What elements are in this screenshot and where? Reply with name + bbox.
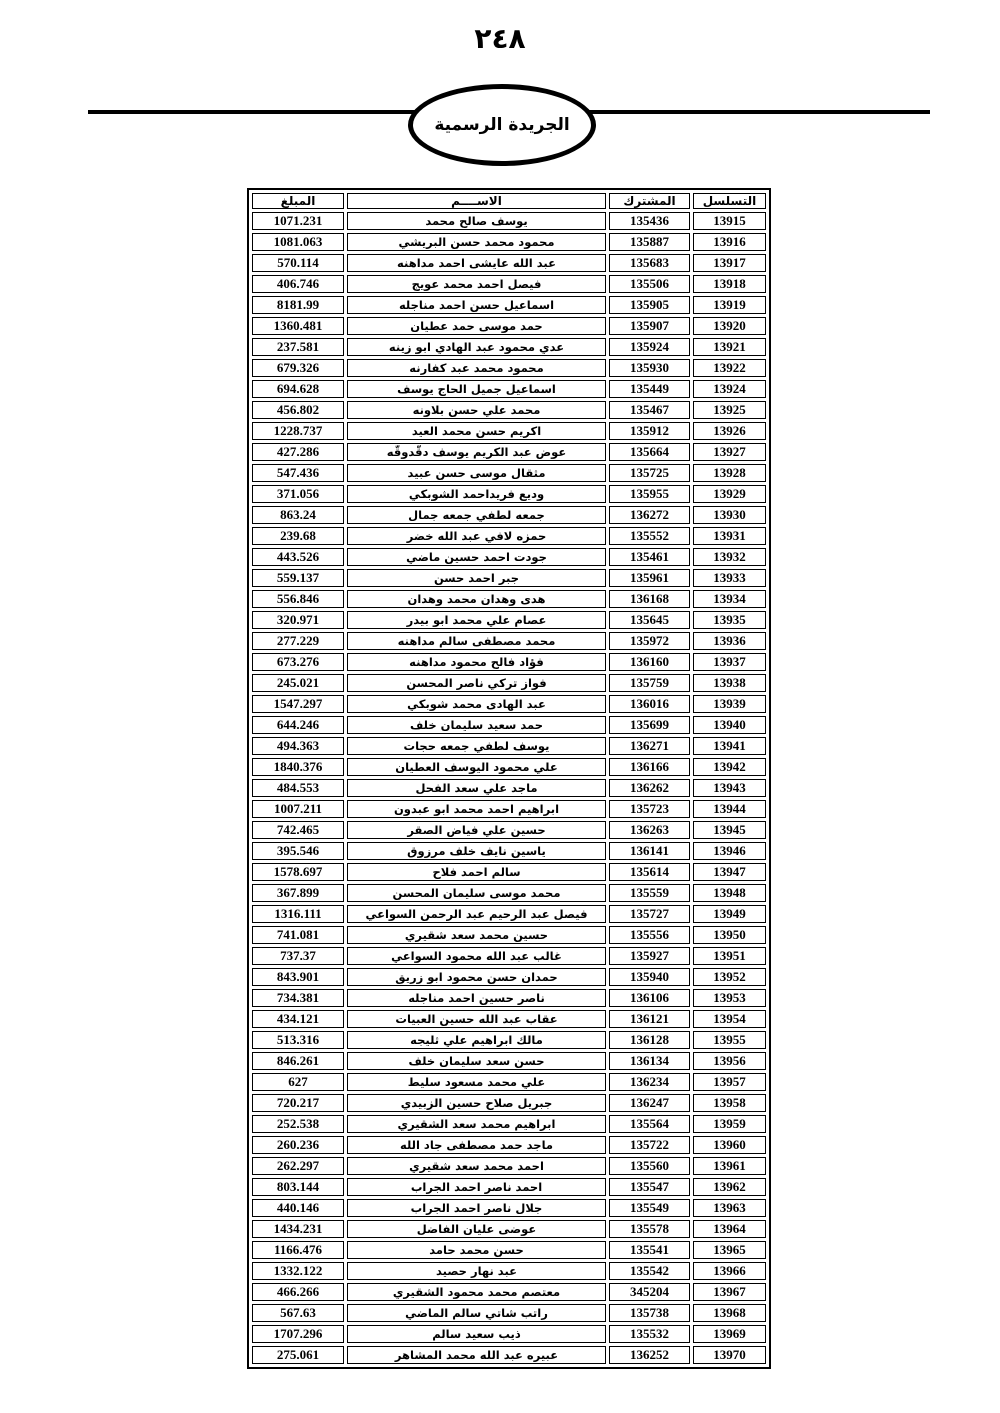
table-row xyxy=(252,695,766,713)
subscriber-cell: 135549 xyxy=(609,1199,690,1217)
table-row xyxy=(252,968,766,986)
amount-cell: 440.146 xyxy=(252,1199,344,1217)
subscriber-cell: 136128 xyxy=(609,1031,690,1049)
serial-cell: 13942 xyxy=(693,758,766,776)
amount-cell: 843.901 xyxy=(252,968,344,986)
subscriber-cell: 135912 xyxy=(609,422,690,440)
table-row xyxy=(252,884,766,902)
table-row xyxy=(252,1325,766,1343)
table-row xyxy=(252,254,766,272)
subscriber-cell: 135961 xyxy=(609,569,690,587)
subscriber-cell: 135547 xyxy=(609,1178,690,1196)
table-row xyxy=(252,947,766,965)
name-cell: اسماعيل جميل الحاج يوسف xyxy=(347,380,606,398)
subscriber-cell: 135532 xyxy=(609,1325,690,1343)
table-row xyxy=(252,569,766,587)
amount-cell: 456.802 xyxy=(252,401,344,419)
name-cell: ابراهيم احمد محمد ابو عبدون xyxy=(347,800,606,818)
serial-cell: 13951 xyxy=(693,947,766,965)
table-row xyxy=(252,632,766,650)
table-row xyxy=(252,905,766,923)
table-row xyxy=(252,1115,766,1133)
name-cell: عبد الهادى محمد شوبكي xyxy=(347,695,606,713)
banner-title: الجريدة الرسمية xyxy=(434,115,570,135)
amount-cell: 1360.481 xyxy=(252,317,344,335)
subscriber-cell: 135930 xyxy=(609,359,690,377)
name-cell: عقاب عبد الله حسين العبيات xyxy=(347,1010,606,1028)
name-cell: عبيره عبد الله محمد المشاهر xyxy=(347,1346,606,1364)
amount-cell: 427.286 xyxy=(252,443,344,461)
name-cell: ماجد علي سعد الفحل xyxy=(347,779,606,797)
amount-cell: 494.363 xyxy=(252,737,344,755)
amount-cell: 1166.476 xyxy=(252,1241,344,1259)
name-cell: مثقال موسى حسن عبيد xyxy=(347,464,606,482)
subscriber-cell: 135560 xyxy=(609,1157,690,1175)
table-header-row xyxy=(252,193,766,209)
serial-cell: 13953 xyxy=(693,989,766,1007)
name-cell: ذيب سعيد سالم xyxy=(347,1325,606,1343)
name-cell: جبر احمد حسن xyxy=(347,569,606,587)
amount-cell: 1081.063 xyxy=(252,233,344,251)
subscriber-cell: 135905 xyxy=(609,296,690,314)
name-cell: حمزه لافي عبد الله خضر xyxy=(347,527,606,545)
amount-cell: 320.971 xyxy=(252,611,344,629)
serial-cell: 13955 xyxy=(693,1031,766,1049)
amount-cell: 570.114 xyxy=(252,254,344,272)
amount-cell: 245.021 xyxy=(252,674,344,692)
serial-cell: 13949 xyxy=(693,905,766,923)
amount-cell: 237.581 xyxy=(252,338,344,356)
table-row xyxy=(252,1157,766,1175)
name-cell: محمود محمد حسن البريشي xyxy=(347,233,606,251)
serial-cell: 13934 xyxy=(693,590,766,608)
table-row xyxy=(252,590,766,608)
name-cell: حسن سعد سليمان خلف xyxy=(347,1052,606,1070)
subscriber-cell: 135955 xyxy=(609,485,690,503)
subscriber-cell: 135506 xyxy=(609,275,690,293)
subscriber-cell: 135564 xyxy=(609,1115,690,1133)
serial-cell: 13915 xyxy=(693,212,766,230)
amount-cell: 443.526 xyxy=(252,548,344,566)
table-row xyxy=(252,422,766,440)
table-row xyxy=(252,989,766,1007)
subscriber-cell: 135461 xyxy=(609,548,690,566)
subscriber-cell: 135645 xyxy=(609,611,690,629)
name-cell: يوسف لطفي جمعه حجات xyxy=(347,737,606,755)
subscriber-cell: 345204 xyxy=(609,1283,690,1301)
table-row xyxy=(252,1283,766,1301)
subscriber-cell: 135683 xyxy=(609,254,690,272)
name-cell: اكريم حسن محمد العيد xyxy=(347,422,606,440)
amount-cell: 737.37 xyxy=(252,947,344,965)
table-row xyxy=(252,1199,766,1217)
subscriber-cell: 135578 xyxy=(609,1220,690,1238)
serial-cell: 13937 xyxy=(693,653,766,671)
serial-cell: 13941 xyxy=(693,737,766,755)
name-cell: محمد موسى سليمان المحسن xyxy=(347,884,606,902)
serial-cell: 13927 xyxy=(693,443,766,461)
table-row xyxy=(252,317,766,335)
amount-cell: 556.846 xyxy=(252,590,344,608)
table-row xyxy=(252,548,766,566)
table-row xyxy=(252,527,766,545)
table-row xyxy=(252,233,766,251)
table-row xyxy=(252,1346,766,1364)
serial-cell: 13957 xyxy=(693,1073,766,1091)
amount-cell: 395.546 xyxy=(252,842,344,860)
serial-cell: 13948 xyxy=(693,884,766,902)
name-cell: جمعه لطفي جمعه جمال xyxy=(347,506,606,524)
subscriber-column-header: المشترك xyxy=(609,193,690,209)
subscriber-cell: 135725 xyxy=(609,464,690,482)
serial-cell: 13919 xyxy=(693,296,766,314)
serial-cell: 13967 xyxy=(693,1283,766,1301)
serial-cell: 13920 xyxy=(693,317,766,335)
subscriber-cell: 135552 xyxy=(609,527,690,545)
subscriber-cell: 135556 xyxy=(609,926,690,944)
subscriber-cell: 135907 xyxy=(609,317,690,335)
serial-cell: 13940 xyxy=(693,716,766,734)
amount-cell: 513.316 xyxy=(252,1031,344,1049)
subscriber-cell: 135887 xyxy=(609,233,690,251)
subscriber-cell: 136252 xyxy=(609,1346,690,1364)
table-row xyxy=(252,359,766,377)
serial-cell: 13939 xyxy=(693,695,766,713)
subscriber-cell: 135722 xyxy=(609,1136,690,1154)
subscriber-cell: 135759 xyxy=(609,674,690,692)
name-cell: فيصل احمد محمد عويج xyxy=(347,275,606,293)
name-cell: عوضى عليان الفاضل xyxy=(347,1220,606,1238)
table-row xyxy=(252,485,766,503)
serial-cell: 13956 xyxy=(693,1052,766,1070)
subscriber-cell: 135927 xyxy=(609,947,690,965)
table-row xyxy=(252,1136,766,1154)
name-cell: جلال ناصر احمد الجراب xyxy=(347,1199,606,1217)
table-row xyxy=(252,1031,766,1049)
subscriber-cell: 135559 xyxy=(609,884,690,902)
amount-cell: 644.246 xyxy=(252,716,344,734)
subscriber-cell: 135467 xyxy=(609,401,690,419)
subscriber-cell: 136166 xyxy=(609,758,690,776)
amount-cell: 367.899 xyxy=(252,884,344,902)
serial-cell: 13958 xyxy=(693,1094,766,1112)
table-row xyxy=(252,926,766,944)
serial-cell: 13970 xyxy=(693,1346,766,1364)
amount-cell: 1332.122 xyxy=(252,1262,344,1280)
amount-cell: 484.553 xyxy=(252,779,344,797)
serial-cell: 13930 xyxy=(693,506,766,524)
name-cell: جبريل صلاح حسين الزبيدي xyxy=(347,1094,606,1112)
serial-cell: 13960 xyxy=(693,1136,766,1154)
serial-cell: 13931 xyxy=(693,527,766,545)
table-row xyxy=(252,1304,766,1322)
table-row xyxy=(252,653,766,671)
table-row xyxy=(252,506,766,524)
name-cell: حسن محمد حامد xyxy=(347,1241,606,1259)
name-cell: حسين محمد سعد شقيري xyxy=(347,926,606,944)
table-row xyxy=(252,1220,766,1238)
amount-cell: 559.137 xyxy=(252,569,344,587)
table-row xyxy=(252,212,766,230)
amount-cell: 627 xyxy=(252,1073,344,1091)
serial-cell: 13966 xyxy=(693,1262,766,1280)
serial-cell: 13925 xyxy=(693,401,766,419)
serial-cell: 13954 xyxy=(693,1010,766,1028)
amount-cell: 277.229 xyxy=(252,632,344,650)
serial-cell: 13916 xyxy=(693,233,766,251)
amount-cell: 8181.99 xyxy=(252,296,344,314)
amount-cell: 846.261 xyxy=(252,1052,344,1070)
name-cell: فيصل عبد الرحيم عبد الرحمن السواعي xyxy=(347,905,606,923)
amount-cell: 371.056 xyxy=(252,485,344,503)
name-cell: غالب عبد الله محمود السواعي xyxy=(347,947,606,965)
serial-cell: 13947 xyxy=(693,863,766,881)
name-cell: عبد نهار حصيد xyxy=(347,1262,606,1280)
serial-cell: 13938 xyxy=(693,674,766,692)
name-cell: ابراهيم محمد سعد الشقيري xyxy=(347,1115,606,1133)
subscriber-cell: 135614 xyxy=(609,863,690,881)
name-cell: محمد علي حسن بلاونه xyxy=(347,401,606,419)
amount-cell: 1547.297 xyxy=(252,695,344,713)
name-cell: علي محمد مسعود سليط xyxy=(347,1073,606,1091)
table-row xyxy=(252,1010,766,1028)
name-cell: ماجد حمد مصطفى جاد الله xyxy=(347,1136,606,1154)
subscriber-cell: 136134 xyxy=(609,1052,690,1070)
name-cell: فؤاد فالح محمود مداهنه xyxy=(347,653,606,671)
serial-cell: 13946 xyxy=(693,842,766,860)
name-cell: حمدان حسن محمود ابو زريق xyxy=(347,968,606,986)
amount-cell: 694.628 xyxy=(252,380,344,398)
name-cell: فواز تركي ناصر المحسن xyxy=(347,674,606,692)
table-row xyxy=(252,674,766,692)
subscriber-cell: 135436 xyxy=(609,212,690,230)
amount-cell: 275.061 xyxy=(252,1346,344,1364)
name-cell: سالم احمد فلاح xyxy=(347,863,606,881)
table-row xyxy=(252,863,766,881)
table-row xyxy=(252,1262,766,1280)
subscriber-cell: 136262 xyxy=(609,779,690,797)
subscriber-cell: 135449 xyxy=(609,380,690,398)
subscriber-cell: 136106 xyxy=(609,989,690,1007)
subscriber-cell: 135542 xyxy=(609,1262,690,1280)
subscriber-cell: 136234 xyxy=(609,1073,690,1091)
serial-cell: 13926 xyxy=(693,422,766,440)
subscriber-cell: 135738 xyxy=(609,1304,690,1322)
serial-column-header: التسلسل xyxy=(693,193,766,209)
serial-cell: 13943 xyxy=(693,779,766,797)
table-row xyxy=(252,800,766,818)
table-row xyxy=(252,779,766,797)
name-cell: عدي محمود عبد الهادي ابو زينه xyxy=(347,338,606,356)
name-cell: حمد موسى حمد عطيان xyxy=(347,317,606,335)
amount-cell: 547.436 xyxy=(252,464,344,482)
serial-cell: 13944 xyxy=(693,800,766,818)
serial-cell: 13932 xyxy=(693,548,766,566)
table-row xyxy=(252,758,766,776)
table-row xyxy=(252,716,766,734)
amount-cell: 1578.697 xyxy=(252,863,344,881)
amount-cell: 863.24 xyxy=(252,506,344,524)
amount-cell: 406.746 xyxy=(252,275,344,293)
name-cell: احمد محمد سعد شقيري xyxy=(347,1157,606,1175)
amount-cell: 803.144 xyxy=(252,1178,344,1196)
table-row xyxy=(252,611,766,629)
serial-cell: 13950 xyxy=(693,926,766,944)
subscriber-cell: 136168 xyxy=(609,590,690,608)
serial-cell: 13933 xyxy=(693,569,766,587)
name-cell: وديع فريداحمد الشوبكي xyxy=(347,485,606,503)
subscriber-cell: 135541 xyxy=(609,1241,690,1259)
subscriber-cell: 135664 xyxy=(609,443,690,461)
amount-cell: 434.121 xyxy=(252,1010,344,1028)
subscriber-cell: 135723 xyxy=(609,800,690,818)
serial-cell: 13936 xyxy=(693,632,766,650)
name-cell: عوض عبد الكريم يوسف دقّدوقّه xyxy=(347,443,606,461)
table-row xyxy=(252,737,766,755)
serial-cell: 13924 xyxy=(693,380,766,398)
name-cell: اسماعيل حسن احمد مناجله xyxy=(347,296,606,314)
table-row xyxy=(252,296,766,314)
name-cell: راتب شاتي سالم الماضي xyxy=(347,1304,606,1322)
subscribers-table xyxy=(247,188,771,1369)
name-cell: عصام علي محمد ابو بيدر xyxy=(347,611,606,629)
table-row xyxy=(252,1178,766,1196)
name-cell: ناصر حسين احمد مناجله xyxy=(347,989,606,1007)
amount-cell: 734.381 xyxy=(252,989,344,1007)
gazette-banner-oval xyxy=(408,84,596,166)
table-row xyxy=(252,842,766,860)
table-row xyxy=(252,821,766,839)
table-row xyxy=(252,1052,766,1070)
amount-cell: 252.538 xyxy=(252,1115,344,1133)
serial-cell: 13962 xyxy=(693,1178,766,1196)
table-row xyxy=(252,338,766,356)
name-cell: معتصم محمد محمود الشقيري xyxy=(347,1283,606,1301)
serial-cell: 13922 xyxy=(693,359,766,377)
amount-cell: 1434.231 xyxy=(252,1220,344,1238)
subscriber-cell: 135924 xyxy=(609,338,690,356)
subscriber-cell: 136263 xyxy=(609,821,690,839)
serial-cell: 13917 xyxy=(693,254,766,272)
subscriber-cell: 135972 xyxy=(609,632,690,650)
amount-cell: 1707.296 xyxy=(252,1325,344,1343)
serial-cell: 13965 xyxy=(693,1241,766,1259)
subscriber-cell: 136272 xyxy=(609,506,690,524)
subscriber-cell: 135727 xyxy=(609,905,690,923)
subscriber-cell: 136141 xyxy=(609,842,690,860)
table-row xyxy=(252,1241,766,1259)
table-row xyxy=(252,464,766,482)
serial-cell: 13969 xyxy=(693,1325,766,1343)
amount-cell: 1007.211 xyxy=(252,800,344,818)
serial-cell: 13952 xyxy=(693,968,766,986)
amount-cell: 1228.737 xyxy=(252,422,344,440)
table-row xyxy=(252,401,766,419)
serial-cell: 13968 xyxy=(693,1304,766,1322)
name-cell: مالك ابراهيم علي ثليجه xyxy=(347,1031,606,1049)
serial-cell: 13959 xyxy=(693,1115,766,1133)
table-row xyxy=(252,380,766,398)
amount-cell: 1071.231 xyxy=(252,212,344,230)
amount-cell: 720.217 xyxy=(252,1094,344,1112)
subscriber-cell: 135940 xyxy=(609,968,690,986)
serial-cell: 13964 xyxy=(693,1220,766,1238)
amount-cell: 567.63 xyxy=(252,1304,344,1322)
subscriber-cell: 136247 xyxy=(609,1094,690,1112)
table-body xyxy=(252,212,766,1364)
name-cell: محمود محمد عبد كفارنه xyxy=(347,359,606,377)
amount-cell: 239.68 xyxy=(252,527,344,545)
name-cell: عبد الله عايشى احمد مداهنه xyxy=(347,254,606,272)
subscriber-cell: 136271 xyxy=(609,737,690,755)
name-cell: ياسين نايف خلف مرزوق xyxy=(347,842,606,860)
serial-cell: 13945 xyxy=(693,821,766,839)
table-row xyxy=(252,1073,766,1091)
name-cell: علي محمود اليوسف العطيان xyxy=(347,758,606,776)
name-cell: حسين علي فياض الصقر xyxy=(347,821,606,839)
amount-cell: 679.326 xyxy=(252,359,344,377)
name-cell: جودت احمد حسين ماضي xyxy=(347,548,606,566)
serial-cell: 13929 xyxy=(693,485,766,503)
amount-cell: 673.276 xyxy=(252,653,344,671)
name-column-header: الاســــم xyxy=(347,193,606,209)
serial-cell: 13963 xyxy=(693,1199,766,1217)
subscriber-cell: 136121 xyxy=(609,1010,690,1028)
name-cell: يوسف صالح محمد xyxy=(347,212,606,230)
amount-cell: 1316.111 xyxy=(252,905,344,923)
table-row xyxy=(252,443,766,461)
name-cell: حمد سعيد سليمان خلف xyxy=(347,716,606,734)
amount-cell: 466.266 xyxy=(252,1283,344,1301)
table-row xyxy=(252,1094,766,1112)
amount-cell: 260.236 xyxy=(252,1136,344,1154)
amount-cell: 742.465 xyxy=(252,821,344,839)
serial-cell: 13928 xyxy=(693,464,766,482)
name-cell: احمد ناصر احمد الجراب xyxy=(347,1178,606,1196)
subscriber-cell: 136016 xyxy=(609,695,690,713)
serial-cell: 13961 xyxy=(693,1157,766,1175)
subscriber-cell: 135699 xyxy=(609,716,690,734)
serial-cell: 13918 xyxy=(693,275,766,293)
amount-column-header: المبلغ xyxy=(252,193,344,209)
amount-cell: 1840.376 xyxy=(252,758,344,776)
serial-cell: 13935 xyxy=(693,611,766,629)
table-row xyxy=(252,275,766,293)
amount-cell: 262.297 xyxy=(252,1157,344,1175)
name-cell: هدى وهدان محمد وهدان xyxy=(347,590,606,608)
page-number: ٢٤٨ xyxy=(474,22,526,55)
name-cell: محمد مصطفى سالم مداهنه xyxy=(347,632,606,650)
subscriber-cell: 136160 xyxy=(609,653,690,671)
amount-cell: 741.081 xyxy=(252,926,344,944)
serial-cell: 13921 xyxy=(693,338,766,356)
